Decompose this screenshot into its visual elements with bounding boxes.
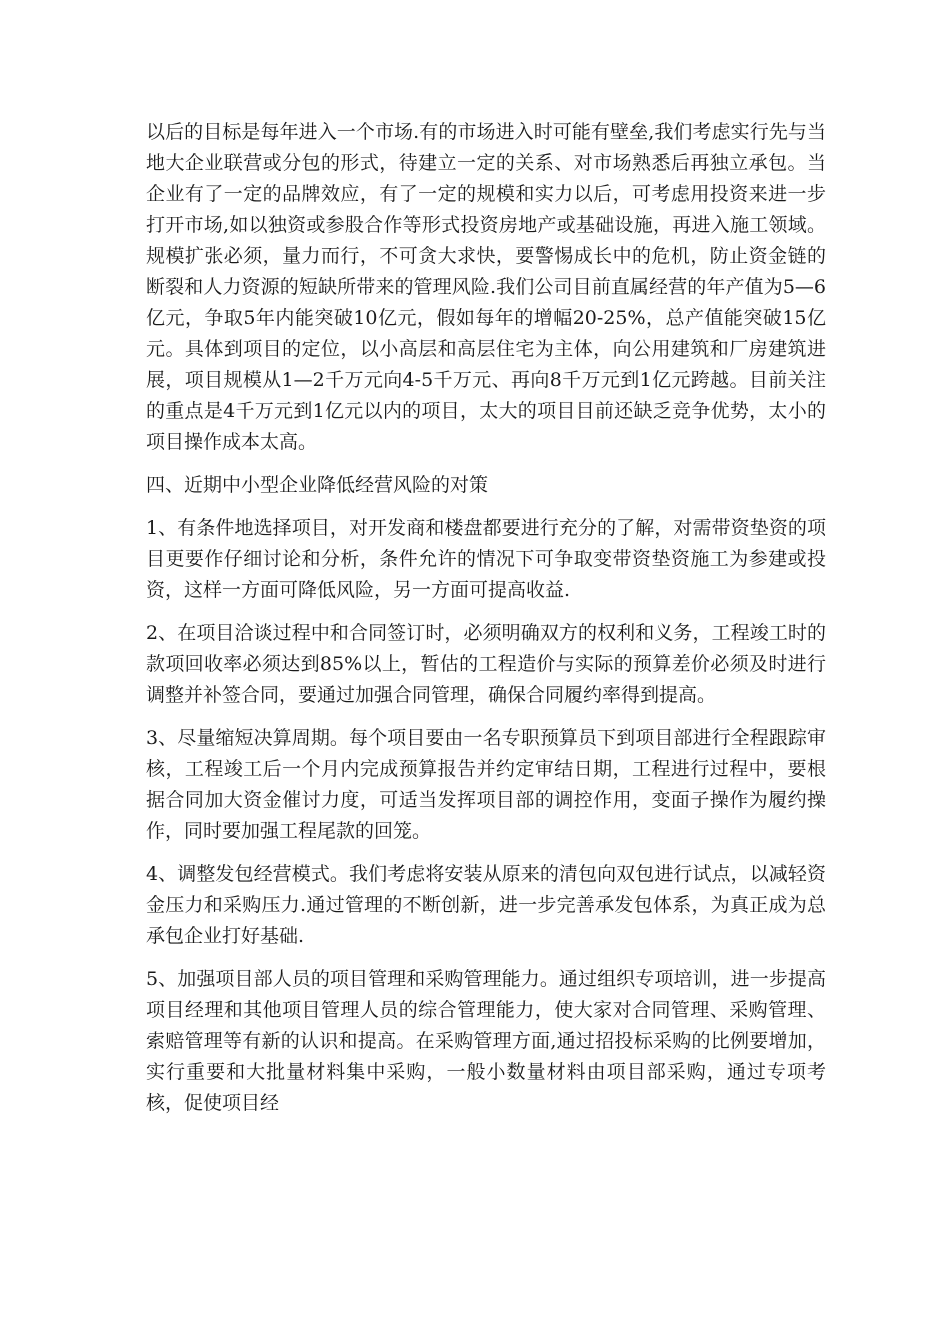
list-item-5: 5、加强项目部人员的项目管理和采购管理能力。通过组织专项培训，进一步提高项目经理和其他项目管理人员的综合管理能力，使大家对合同管理、采购管理、索赔管理等有新的认识和提高。在采购管理方面,通过招投标采购的比例要增加，实行重要和大批量材料集中采购，一般小数量材料由项目部采购，通过专项考核，促使项目经 — [146, 968, 826, 1114]
list-item-3: 3、尽量缩短决算周期。每个项目要由一名专职预算员下到项目部进行全程跟踪审核，工程竣工后一个月内完成预算报告并约定审结日期，工程进行过程中，要根据合同加大资金催讨力度，可适当发挥项目部的调控作用，变面子操作为履约操作，同时要加强工程尾款的回笼。 — [146, 727, 826, 842]
intro-paragraph: 以后的目标是每年进入一个市场.有的市场进入时可能有壁垒,我们考虑实行先与当地大企业联营或分包的形式，待建立一定的关系、对市场熟悉后再独立承包。当企业有了一定的品牌效应，有了一定的规模和实力以后，可考虑用投资来进一步打开市场,如以独资或参股合作等形式投资房地产或基础设施，再进入施工领域。规模扩张必须，量力而行，不可贪大求快，要警惕成长中的危机，防止资金链的断裂和人力资源的短缺所带来的管理风险.我们公司目前直属经营的年产值为5—6亿元，争取5年内能突破10亿元，假如每年的增幅20-25%，总产值能突破15亿元。具体到项目的定位，以小高层和高层住宅为主体，向公用建筑和厂房建筑进展，项目规模从1—2千万元向4-5千万元、再向8千万元到1亿元跨越。目前关注的重点是4千万元到1亿元以内的项目，太大的项目目前还缺乏竞争优势，太小的项目操作成本太高。 — [146, 121, 826, 453]
document-page — [146, 117, 826, 1131]
list-item-1: 1、有条件地选择项目，对开发商和楼盘都要进行充分的了解，对需带资垫资的项目更要作仔细讨论和分析，条件允许的情况下可争取变带资垫资施工为参建或投资，这样一方面可降低风险，另一方面可提高收益. — [146, 517, 826, 601]
list-item-2: 2、在项目洽谈过程中和合同签订时，必须明确双方的权利和义务，工程竣工时的款项回收率必须达到85%以上，暂估的工程造价与实际的预算差价必须及时进行调整并补签合同，要通过加强合同管理，确保合同履约率得到提高。 — [146, 622, 826, 706]
list-item-4: 4、调整发包经营模式。我们考虑将安装从原来的清包向双包进行试点，以减轻资金压力和采购压力.通过管理的不断创新，进一步完善承发包体系，为真正成为总承包企业打好基础. — [146, 863, 826, 947]
section-heading: 四、近期中小型企业降低经营风险的对策 — [146, 474, 489, 496]
